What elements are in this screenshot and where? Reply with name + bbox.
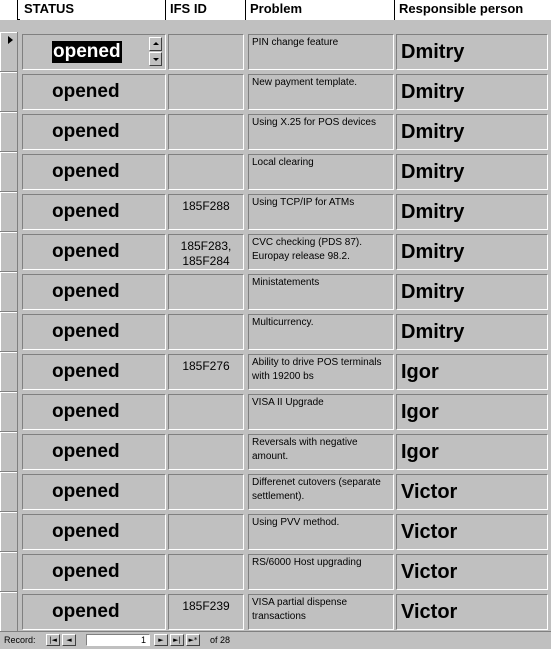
record-selector[interactable] — [0, 152, 18, 192]
responsible-person-field[interactable]: Victor — [396, 594, 548, 630]
last-record-button[interactable]: ►| — [170, 634, 184, 646]
table-row[interactable] — [0, 32, 551, 72]
ifs-id-field[interactable] — [168, 554, 244, 590]
status-field[interactable] — [22, 514, 166, 550]
table-row[interactable] — [0, 152, 551, 192]
new-record-button[interactable]: ►* — [186, 634, 200, 646]
ifs-id-field[interactable] — [168, 234, 244, 270]
status-field[interactable] — [22, 274, 166, 310]
responsible-person-field[interactable]: Dmitry — [396, 74, 548, 110]
status-value: opened — [52, 161, 120, 182]
responsible-person-field[interactable]: Dmitry — [396, 314, 548, 350]
status-value: opened — [52, 81, 120, 102]
table-row[interactable] — [0, 232, 551, 272]
responsible-person-field[interactable]: Victor — [396, 554, 548, 590]
ifs-id-field[interactable] — [168, 154, 244, 190]
status-field[interactable] — [22, 114, 166, 150]
responsible-person-field[interactable]: Victor — [396, 474, 548, 510]
status-field[interactable] — [22, 234, 166, 270]
status-value: opened — [52, 601, 120, 622]
record-selector[interactable] — [0, 592, 18, 632]
previous-record-button[interactable]: ◄ — [62, 634, 76, 646]
ifs-id-field[interactable] — [168, 434, 244, 470]
status-value: opened — [52, 361, 120, 382]
status-field[interactable] — [22, 594, 166, 630]
responsible-person-field[interactable]: Victor — [396, 514, 548, 550]
status-value: opened — [52, 321, 120, 342]
spin-down-button[interactable] — [149, 52, 162, 66]
header-corner — [0, 0, 18, 20]
problem-field[interactable]: New payment template. — [248, 74, 394, 110]
ifs-id-line: 185F283, — [180, 239, 232, 253]
record-label: Record: — [4, 635, 36, 645]
record-selector[interactable] — [0, 272, 18, 312]
record-navigator — [0, 631, 551, 649]
problem-field[interactable]: CVC checking (PDS 87). Europay release 98.2. — [248, 234, 394, 270]
record-selector[interactable] — [0, 112, 18, 152]
problem-field[interactable]: VISA II Upgrade — [248, 394, 394, 430]
ifs-id-field[interactable] — [168, 114, 244, 150]
table-row[interactable] — [0, 312, 551, 352]
status-value: opened — [53, 41, 121, 62]
record-selector[interactable] — [0, 472, 18, 512]
ifs-id-field[interactable] — [168, 514, 244, 550]
record-selector[interactable] — [0, 72, 18, 112]
current-record-input[interactable]: 1 — [86, 634, 150, 646]
ifs-id-line: 185F239 — [182, 599, 230, 613]
table-row[interactable] — [0, 432, 551, 472]
table-row[interactable] — [0, 192, 551, 232]
ifs-id-line: 185F276 — [182, 359, 230, 373]
table-row[interactable] — [0, 592, 551, 632]
table-row[interactable] — [0, 392, 551, 432]
responsible-person-field[interactable]: Dmitry — [396, 114, 548, 150]
status-value: opened — [52, 201, 120, 222]
status-field[interactable] — [22, 34, 166, 70]
responsible-person-field[interactable]: Dmitry — [396, 234, 548, 270]
record-selector[interactable] — [0, 232, 18, 272]
status-field[interactable] — [22, 154, 166, 190]
table-row[interactable] — [0, 112, 551, 152]
status-field[interactable] — [22, 434, 166, 470]
table-row[interactable] — [0, 552, 551, 592]
table-row[interactable] — [0, 72, 551, 112]
first-record-button[interactable]: |◄ — [46, 634, 60, 646]
table-row[interactable] — [0, 512, 551, 552]
problem-field[interactable]: Using X.25 for POS devices — [248, 114, 394, 150]
status-value: opened — [52, 481, 120, 502]
current-record-arrow-icon — [8, 36, 13, 44]
ifs-id-line: 185F288 — [182, 199, 230, 213]
table-row[interactable] — [0, 472, 551, 512]
problem-field[interactable]: Using TCP/IP for ATMs — [248, 194, 394, 230]
status-value: opened — [52, 241, 120, 262]
status-value: opened — [52, 561, 120, 582]
status-field[interactable] — [22, 74, 166, 110]
problem-field[interactable]: Differenet cutovers (separate settlement). — [248, 474, 394, 510]
problem-field[interactable]: Local clearing — [248, 154, 394, 190]
problem-field[interactable]: Reversals with negative amount. — [248, 434, 394, 470]
responsible-person-field[interactable]: Dmitry — [396, 34, 548, 70]
next-record-button[interactable]: ► — [154, 634, 168, 646]
record-selector[interactable] — [0, 312, 18, 352]
column-header-problem[interactable]: Problem — [246, 0, 395, 20]
down-arrow-icon — [153, 58, 159, 61]
status-field[interactable] — [22, 194, 166, 230]
record-selector[interactable] — [0, 352, 18, 392]
table-row[interactable] — [0, 352, 551, 392]
problem-field[interactable]: Ability to drive POS terminals with 19200 bs — [248, 354, 394, 390]
ifs-id-field[interactable] — [168, 74, 244, 110]
status-field[interactable] — [22, 554, 166, 590]
ifs-id-field[interactable] — [168, 274, 244, 310]
status-value: opened — [52, 401, 120, 422]
ifs-id-line: 185F284 — [182, 254, 230, 268]
table-row[interactable] — [0, 272, 551, 312]
ifs-id-field[interactable] — [168, 594, 244, 630]
responsible-person-field[interactable]: Dmitry — [396, 274, 548, 310]
column-header-responsible-person[interactable]: Responsible person — [395, 0, 551, 20]
record-selector[interactable] — [0, 552, 18, 592]
record-selector[interactable] — [0, 432, 18, 472]
column-header-status[interactable]: STATUS — [20, 0, 166, 20]
ifs-id-field[interactable] — [168, 354, 244, 390]
status-field[interactable] — [22, 314, 166, 350]
up-arrow-icon — [153, 42, 159, 45]
problem-field[interactable]: Multicurrency. — [248, 314, 394, 350]
ifs-id-field[interactable] — [168, 474, 244, 510]
responsible-person-field[interactable]: Igor — [396, 434, 548, 470]
column-header-bar — [0, 0, 551, 20]
problem-field[interactable]: RS/6000 Host upgrading — [248, 554, 394, 590]
record-count: of 28 — [210, 635, 231, 645]
responsible-person-field[interactable]: Igor — [396, 394, 548, 430]
ifs-id-field[interactable] — [168, 394, 244, 430]
status-field[interactable] — [22, 394, 166, 430]
record-selector[interactable] — [0, 512, 18, 552]
spin-up-button[interactable] — [149, 37, 162, 51]
record-selector[interactable] — [0, 32, 18, 72]
problem-field[interactable]: PIN change feature — [248, 34, 394, 70]
status-value: opened — [52, 281, 120, 302]
status-value: opened — [52, 441, 120, 462]
responsible-person-field[interactable]: Igor — [396, 354, 548, 390]
record-selector[interactable] — [0, 192, 18, 232]
ifs-id-field[interactable] — [168, 194, 244, 230]
status-value: opened — [52, 121, 120, 142]
record-selector[interactable] — [0, 392, 18, 432]
problem-field[interactable]: VISA partial dispense transactions — [248, 594, 394, 630]
problem-field[interactable]: Ministatements — [248, 274, 394, 310]
status-value: opened — [52, 521, 120, 542]
ifs-id-field[interactable] — [168, 34, 244, 70]
status-spinner[interactable] — [149, 37, 162, 67]
column-header-ifs-id[interactable]: IFS ID — [166, 0, 246, 20]
status-field[interactable] — [22, 354, 166, 390]
ifs-id-field[interactable] — [168, 314, 244, 350]
responsible-person-field[interactable]: Dmitry — [396, 154, 548, 190]
status-field[interactable] — [22, 474, 166, 510]
responsible-person-field[interactable]: Dmitry — [396, 194, 548, 230]
problem-field[interactable]: Using PVV method. — [248, 514, 394, 550]
